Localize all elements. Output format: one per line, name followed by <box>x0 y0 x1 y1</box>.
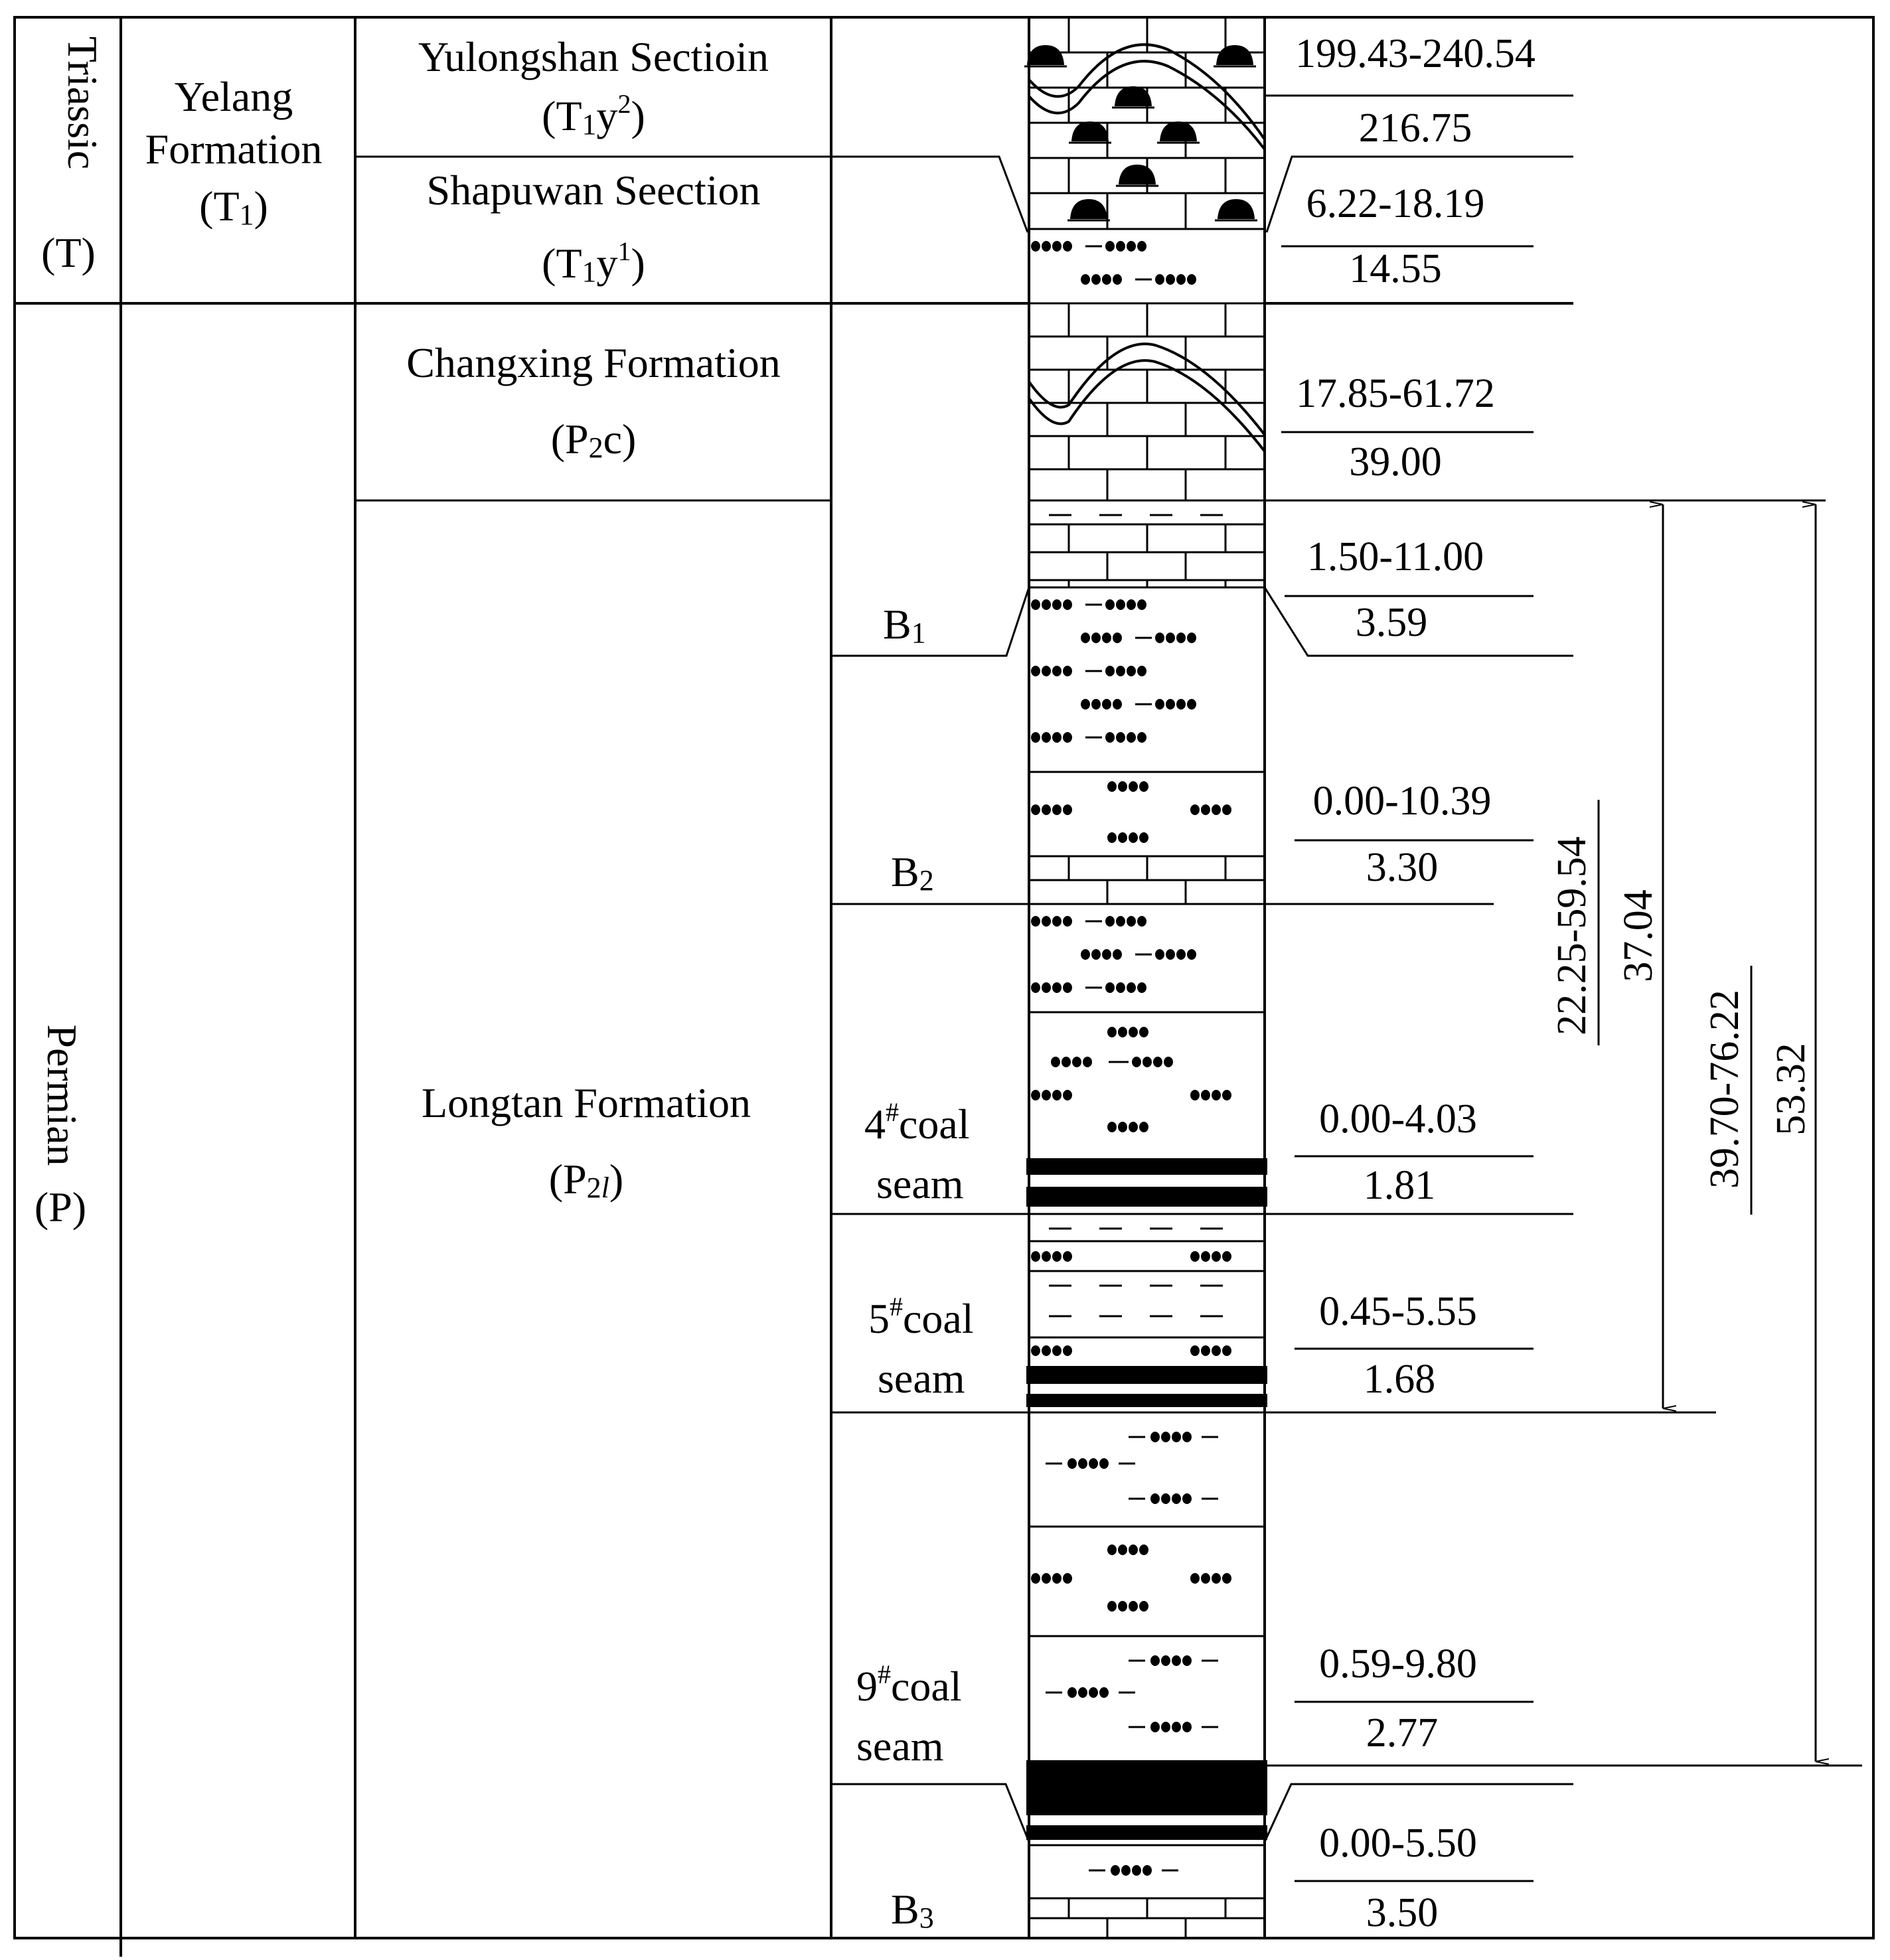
sand-dots <box>1107 832 1148 843</box>
fossil-icon <box>1216 45 1253 65</box>
sandstone-coal4-upper-dots-a <box>1031 982 1072 993</box>
sand-dots <box>1107 781 1148 792</box>
thickness-1-range: 199.43-240.54 <box>1295 31 1536 76</box>
yelang-code: (T1) <box>199 183 268 231</box>
mudstone-coal9-dots <box>1067 1458 1109 1469</box>
span-inner-range: 22.25-59.54 <box>1549 836 1595 1035</box>
changxing-name: Changxing Formation <box>406 339 781 386</box>
coal4-label-line1: 4#coal <box>864 1097 970 1148</box>
mudstone-b3-dots <box>1111 1865 1152 1876</box>
sand-dots <box>1190 1345 1231 1356</box>
longtan-name: Longtan Formation <box>422 1079 751 1126</box>
mudstone-coal9-dots <box>1150 1432 1192 1442</box>
coal5-label-line1: 5#coal <box>868 1292 974 1342</box>
sandstone-coal4-upper-dots-b <box>1105 982 1146 993</box>
sandstone-b1-dots-a <box>1031 599 1072 610</box>
fossil-icon <box>1119 165 1156 185</box>
thickness-9-avg: 3.50 <box>1366 1890 1439 1935</box>
coal-seam-5-b <box>1026 1394 1267 1407</box>
sand-dots <box>1190 804 1231 815</box>
mudstone-coal9-lower-dots <box>1150 1655 1192 1666</box>
span-outer-avg: 53.32 <box>1769 1043 1814 1136</box>
limestone-b2 <box>1029 856 1265 904</box>
thickness-5-range: 0.00-10.39 <box>1312 779 1492 824</box>
thickness-7-range: 0.45-5.55 <box>1319 1289 1477 1334</box>
yelang-line1: Yelang <box>174 73 293 120</box>
sand-dots <box>1190 1573 1231 1584</box>
sandstone-b1-dots-b <box>1105 599 1146 610</box>
shapuwan-name: Shapuwan Seection <box>426 167 761 214</box>
coal9-label-line1: 9#coal <box>856 1659 962 1710</box>
yulongshan-name: Yulongshan Sectioin <box>418 33 769 80</box>
fossil-icon <box>1070 199 1107 219</box>
system-triassic-name: Triassic <box>59 36 106 170</box>
marker-b3: B3 <box>891 1886 934 1934</box>
wedge-b1-left <box>831 587 1029 656</box>
lithology-column <box>1024 17 1267 1938</box>
wedge-shapuwan-left <box>831 157 1028 232</box>
limestone-b1 <box>1029 524 1265 587</box>
thickness-8-range: 0.59-9.80 <box>1319 1641 1477 1687</box>
sandstone-b1-dots-a <box>1081 633 1122 643</box>
shapuwan-code: $(T1y^1)$ <box>542 236 645 288</box>
sandstone-triassic-dots-b <box>1155 274 1196 285</box>
system-permian-name: Permian <box>39 1024 86 1166</box>
sandstone-b1-dots-b <box>1155 699 1196 710</box>
section-labels <box>418 33 769 288</box>
sandstone-b1-dots-a <box>1031 666 1072 676</box>
sand-dots <box>1107 1601 1148 1612</box>
marker-b2: B2 <box>891 848 934 897</box>
yelang-line2: Formation <box>145 125 323 173</box>
sand-dots <box>1031 1251 1072 1262</box>
thickness-7-avg: 1.68 <box>1363 1357 1436 1402</box>
mudstone-coal9-dots <box>1150 1493 1192 1504</box>
thickness-5-avg: 3.30 <box>1366 845 1439 890</box>
sandstone-triassic-dots-a <box>1031 241 1072 252</box>
thickness-6-range: 0.00-4.03 <box>1319 1096 1477 1142</box>
coal-seam-4-b <box>1026 1187 1267 1207</box>
marker-b1: B1 <box>883 601 926 649</box>
coal-seam-9-b <box>1026 1825 1267 1840</box>
thickness-1-avg: 216.75 <box>1358 106 1472 151</box>
limestone-changxing <box>1029 303 1265 500</box>
sand-dots <box>1031 1090 1072 1100</box>
marker-labels <box>856 601 974 1934</box>
thickness-8-avg: 2.77 <box>1366 1710 1439 1756</box>
span-labels <box>1549 836 1814 1189</box>
sand-dots <box>1031 1345 1072 1356</box>
thickness-9-range: 0.00-5.50 <box>1319 1821 1477 1866</box>
sand-dots <box>1107 1545 1148 1555</box>
fossil-icon <box>1218 199 1255 219</box>
thickness-2-avg: 14.55 <box>1349 246 1442 291</box>
thickness-4-avg: 3.59 <box>1355 600 1428 645</box>
sandstone-triassic-dots-a <box>1081 274 1122 285</box>
wedge-b3-left <box>831 1784 1029 1842</box>
sandstone-b1-dots-a <box>1031 732 1072 743</box>
system-permian-code: (P) <box>34 1183 87 1231</box>
sandstone-b1-dots-b <box>1105 732 1146 743</box>
sand-dots <box>1031 804 1072 815</box>
sandstone-b1-dots-b <box>1105 666 1146 676</box>
thickness-3-avg: 39.00 <box>1349 439 1442 485</box>
coal-seam-4-a <box>1026 1158 1267 1175</box>
sandstone-coal4-upper-dots-a <box>1031 916 1072 927</box>
span-outer-range: 39.70-76.22 <box>1702 990 1747 1189</box>
sand-dots <box>1051 1057 1092 1067</box>
system-triassic-code: (T) <box>41 229 96 276</box>
sand-dots <box>1107 1027 1148 1037</box>
sandstone-coal4-upper-dots-b <box>1105 916 1146 927</box>
system-labels <box>35 37 106 1231</box>
sand-dots <box>1107 1122 1148 1132</box>
sandstone-triassic-dots-b <box>1105 241 1146 252</box>
coal-seam-5-a <box>1026 1366 1267 1384</box>
coal5-label-line2: seam <box>878 1355 965 1402</box>
longtan-code: (P2l) <box>548 1156 624 1204</box>
fossil-icon <box>1160 121 1197 141</box>
sandstone-b1-dots-a <box>1081 699 1122 710</box>
sand-dots <box>1190 1251 1231 1262</box>
sandstone-b1-dots-b <box>1155 633 1196 643</box>
mudstone-coal9-lower-dots <box>1150 1722 1192 1732</box>
thickness-6-avg: 1.81 <box>1363 1163 1436 1208</box>
coal-seam-9-a <box>1026 1760 1267 1815</box>
sand-dots <box>1132 1057 1173 1067</box>
fossil-icon <box>1027 45 1064 65</box>
coal9-label-line2: seam <box>856 1722 944 1770</box>
sand-dots <box>1190 1090 1231 1100</box>
sandstone-coal4-upper-dots-a <box>1081 949 1122 960</box>
mudstone-coal9-lower-dots <box>1067 1687 1109 1698</box>
thickness-3-range: 17.85-61.72 <box>1296 371 1495 416</box>
span-inner-avg: 37.04 <box>1616 889 1661 982</box>
fossil-icon <box>1071 121 1109 141</box>
coal4-label-line2: seam <box>876 1160 964 1207</box>
sandstone-coal4-upper-dots-b <box>1155 949 1196 960</box>
thickness-4-range: 1.50-11.00 <box>1306 534 1484 579</box>
limestone-b3 <box>1029 1898 1265 1938</box>
thickness-2-range: 6.22-18.19 <box>1306 181 1485 226</box>
changxing-code: (P2c) <box>550 415 637 464</box>
formation-labels <box>145 73 781 1204</box>
thickness-labels <box>1281 31 1536 1935</box>
yulongshan-code: $(T1y^2)$ <box>542 89 645 141</box>
sand-dots <box>1031 1573 1072 1584</box>
